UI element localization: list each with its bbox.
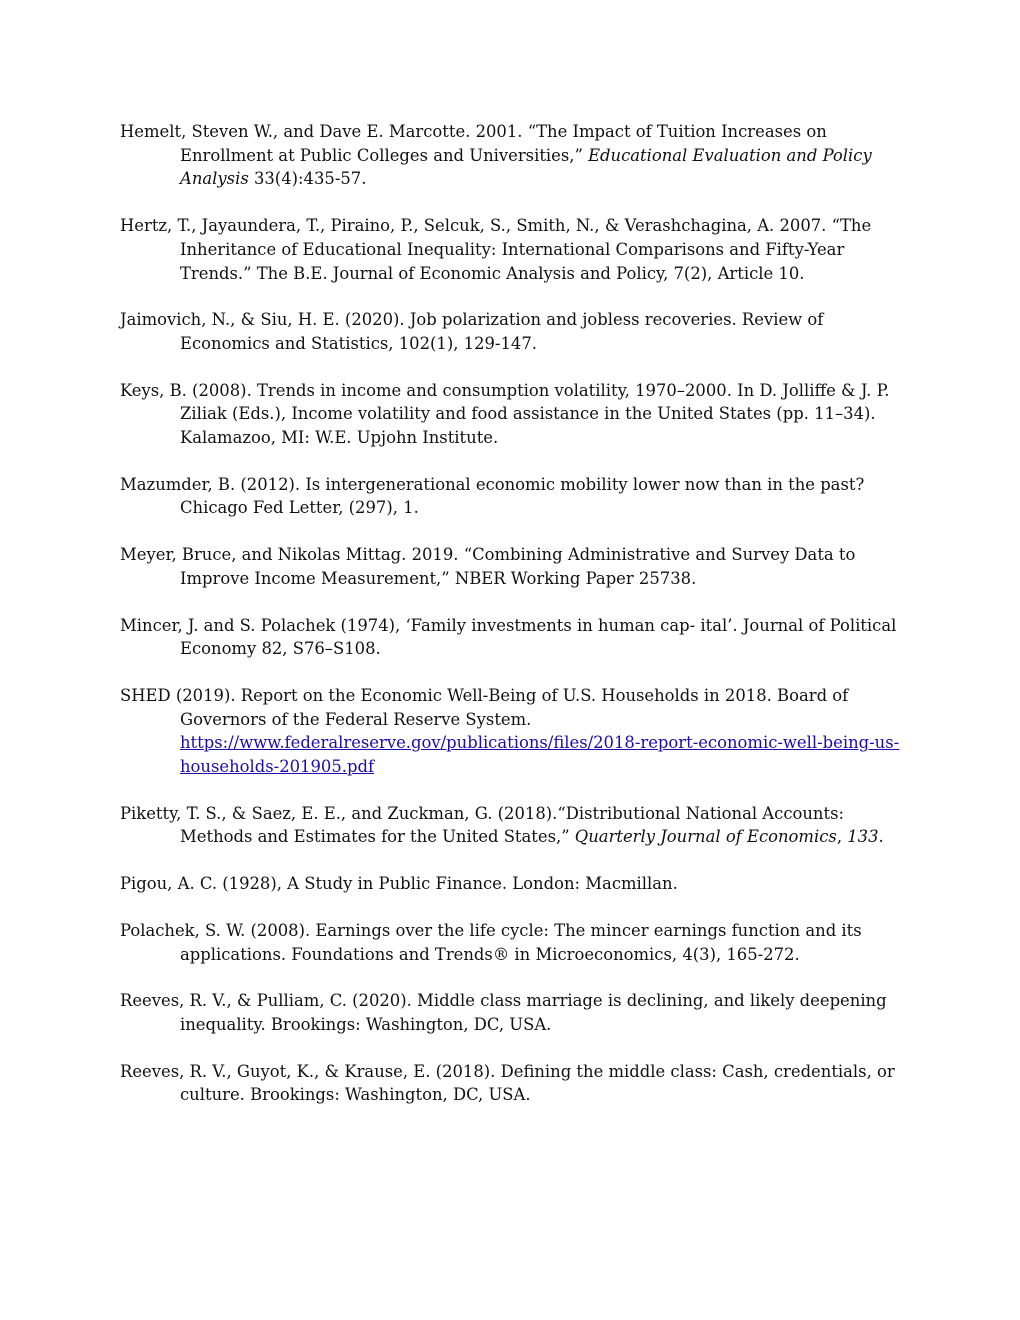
reference-mazumder: Mazumder, B. (2012). Is intergenerational economic mobility lower now than in the past? Chicago Fed Letter, (297), 1. <box>120 474 865 518</box>
reference-polachek: Polachek, S. W. (2008). Earnings over the life cycle: The mincer earnings function and its applications. Foundations and Trends® in Microeconomics, 4(3), 165-272. <box>120 920 862 964</box>
reference-shed: SHED (2019). Report on the Economic Well-Being of U.S. Households in 2018. Board of Governors of the Federal Reserve System. https://www.federalreserve.gov/publications/files/2018-report-economic-well-being-us-households-201905.pdf <box>120 685 900 777</box>
journal-title: Educational Evaluation and Policy Analysis <box>180 145 872 189</box>
reference-reeves-pulliam: Reeves, R. V., & Pulliam, C. (2020). Middle class marriage is declining, and likely deepening inequality. Brookings: Washington, DC, USA. <box>120 991 887 1034</box>
reference-pigou: Pigou, A. C. (1928), A Study in Public Finance. London: Macmillan. <box>120 874 678 894</box>
reference-mincer: Mincer, J. and S. Polachek (1974), ‘Family investments in human cap- ital’. Journal of Political Economy 82, S76–S108. <box>120 615 897 659</box>
reference-keys: Keys, B. (2008). Trends in income and consumption volatility, 1970–2000. In D. Jolliffe & J. P. Ziliak (Eds.), Income volatility and food assistance in the United States (pp. 11–34). Kalamazoo, MI: W.E. Upjohn Institute. <box>120 380 890 448</box>
reference-hertz: Hertz, T., Jayaundera, T., Piraino, P., Selcuk, S., Smith, N., & Verashchagina, A. 2007. “The Inheritance of Educational Inequality: International Comparisons and Fifty-Year Trends.” The B.E. Journal of Economic Analysis and Policy, 7(2), Article 10. <box>120 216 872 283</box>
reference-piketty: Piketty, T. S., & Saez, E. E., and Zuckman, G. (2018).“Distributional National Accounts: Methods and Estimates for the United States,” Quarterly Journal of Economics, 133. <box>120 803 884 847</box>
reference-hemelt: Hemelt, Steven W., and Dave E. Marcotte. 2001. “The Impact of Tuition Increases on Enrollment at Public Colleges and Universities,” Educational Evaluation and Policy Analysis 33(4):435-57. <box>120 122 872 189</box>
reference-meyer: Meyer, Bruce, and Nikolas Mittag. 2019. “Combining Administrative and Survey Data to Improve Income Measurement,” NBER Working Paper 25738. <box>120 545 856 588</box>
federal-reserve-report-link[interactable]: https://www.federalreserve.gov/publications/files/2018-report-economic-well-being-us-households-201905.pdf <box>180 733 900 777</box>
journal-title: Quarterly Journal of Economics <box>574 827 837 847</box>
reference-jaimovich: Jaimovich, N., & Siu, H. E. (2020). Job polarization and jobless recoveries. Review of Economics and Statistics, 102(1), 129-147. <box>120 310 824 353</box>
reference-reeves-guyot: Reeves, R. V., Guyot, K., & Krause, E. (2018). Defining the middle class: Cash, credentials, or culture. Brookings: Washington, DC, USA. <box>120 1061 895 1105</box>
journal-volume: 133 <box>847 827 879 847</box>
reference-list <box>120 120 900 1130</box>
